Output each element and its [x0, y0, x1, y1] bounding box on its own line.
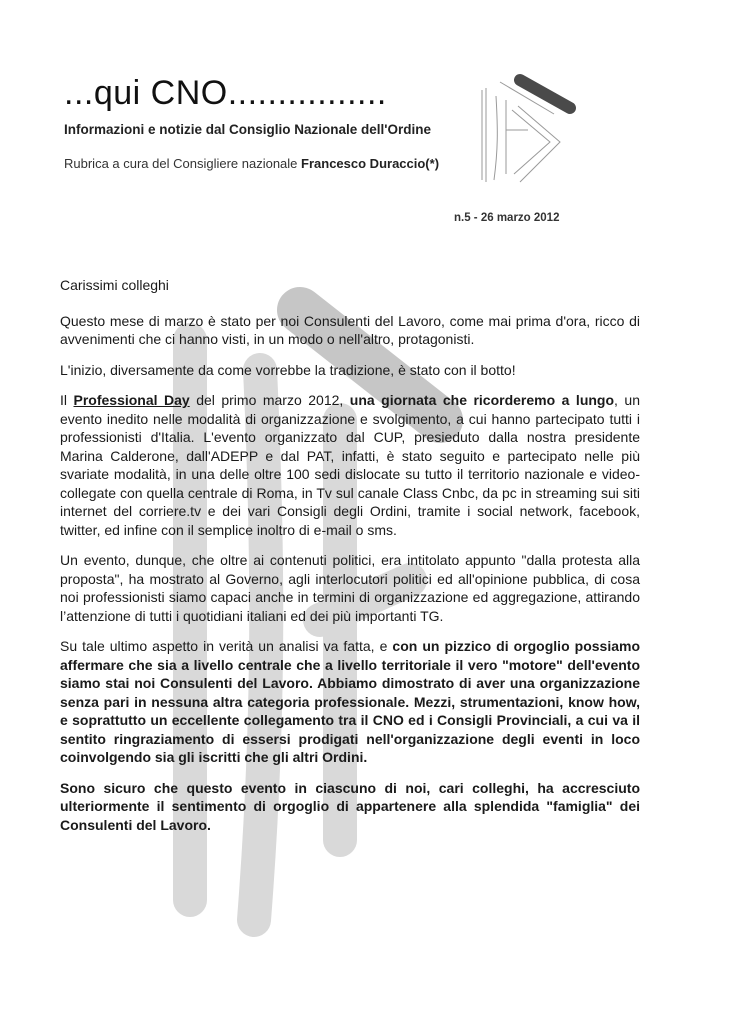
professional-day-term: Professional Day: [73, 392, 190, 408]
p3-emphasis: una giornata che ricorderemo a lungo: [349, 392, 615, 408]
p3-text-a: Il: [60, 392, 74, 408]
issue-number: n.5 - 26 marzo 2012: [454, 212, 560, 224]
paragraph-2: L'inizio, diversamente da come vorrebbe la tradizione, è stato con il botto!: [60, 361, 516, 378]
page-subtitle: Informazioni e notizie dal Consiglio Nazionale dell'Ordine: [64, 122, 431, 137]
paragraph-5: [60, 637, 640, 767]
paragraph-6: Sono sicuro che questo evento in ciascuno di noi, cari colleghi, ha accresciuto ulteriormente il sentimento di orgoglio di appartenere alla splendida "famiglia" dei Consulenti del Lavoro.: [60, 779, 640, 833]
p5-text-a: Su tale ultimo aspetto in verità un analisi va fatta, e: [60, 638, 393, 654]
rubrica-author: Francesco Duraccio(*): [301, 156, 440, 171]
page-title: ...qui CNO................: [64, 74, 387, 112]
paragraph-1: Questo mese di marzo è stato per noi Consulenti del Lavoro, come mai prima d'ora, ricco di avvenimenti che ci hanno visti, in un modo o nell'altro, protagonisti.: [60, 312, 640, 347]
p3-text-c: , un evento inedito nelle modalità di organizzazione e svolgimento, a cui hanno partecipato tutti i professionisti d'Italia. L'evento organizzato dal CUP, presieduto dalla nostra presidente Marina Calderone, dall'ADEPP e dal PAT, infatti, è stato seguito e partecipato nelle più svariate modalità, in una delle oltre 100 sedi dislocate su tutto il territorio nazionale e video-collegate con quella centrale di Roma, in Tv sul canale Class Cnbc, da pc in streaming sui siti internet del corriere.tv e dei vari Consigli degli Ordini, tramite i social network, facebook, twitter, ed infine con il semplice inoltro di e-mail o sms.: [60, 392, 640, 538]
rubrica-prefix: Rubrica a cura del Consigliere nazionale: [64, 156, 302, 171]
paragraph-4: Un evento, dunque, che oltre ai contenuti politici, era intitolato appunto "dalla protesta alla proposta", ha mostrato al Governo, agli interlocutori politici ed all'opinione pubblica, di cosa noi professionisti siamo capaci anche in termini di organizzazione ed aggregazione, attirando l’attenzione di tutti i quotidiani italiani ed dei più importanti TG.: [60, 552, 640, 624]
cno-logo-icon: [470, 70, 580, 200]
p5-emphasis: con un pizzico di orgoglio possiamo affermare che sia a livello centrale che a livello territoriale il vero "motore" dell'evento siamo stai noi Consulenti del Lavoro. Abbiamo dimostrato di aver una organizzazione senza pari in nessuna altra categoria professionale. Mezzi, strumentazioni, know how, e soprattutto un eccellente collegamento tra il CNO ed i Consigli Provinciali, a cui va il sentito ringraziamento di essersi prodigati nell'organizzazione degli eventi in loco coinvolgendo sia gli iscritti che gli altri Ordini.: [60, 638, 640, 765]
p3-text-b: del primo marzo 2012,: [189, 392, 350, 408]
letter-greeting: Carissimi colleghi: [60, 277, 169, 293]
letter-body: [60, 276, 640, 846]
paragraph-3: [60, 391, 640, 539]
rubrica-line: [64, 156, 439, 171]
